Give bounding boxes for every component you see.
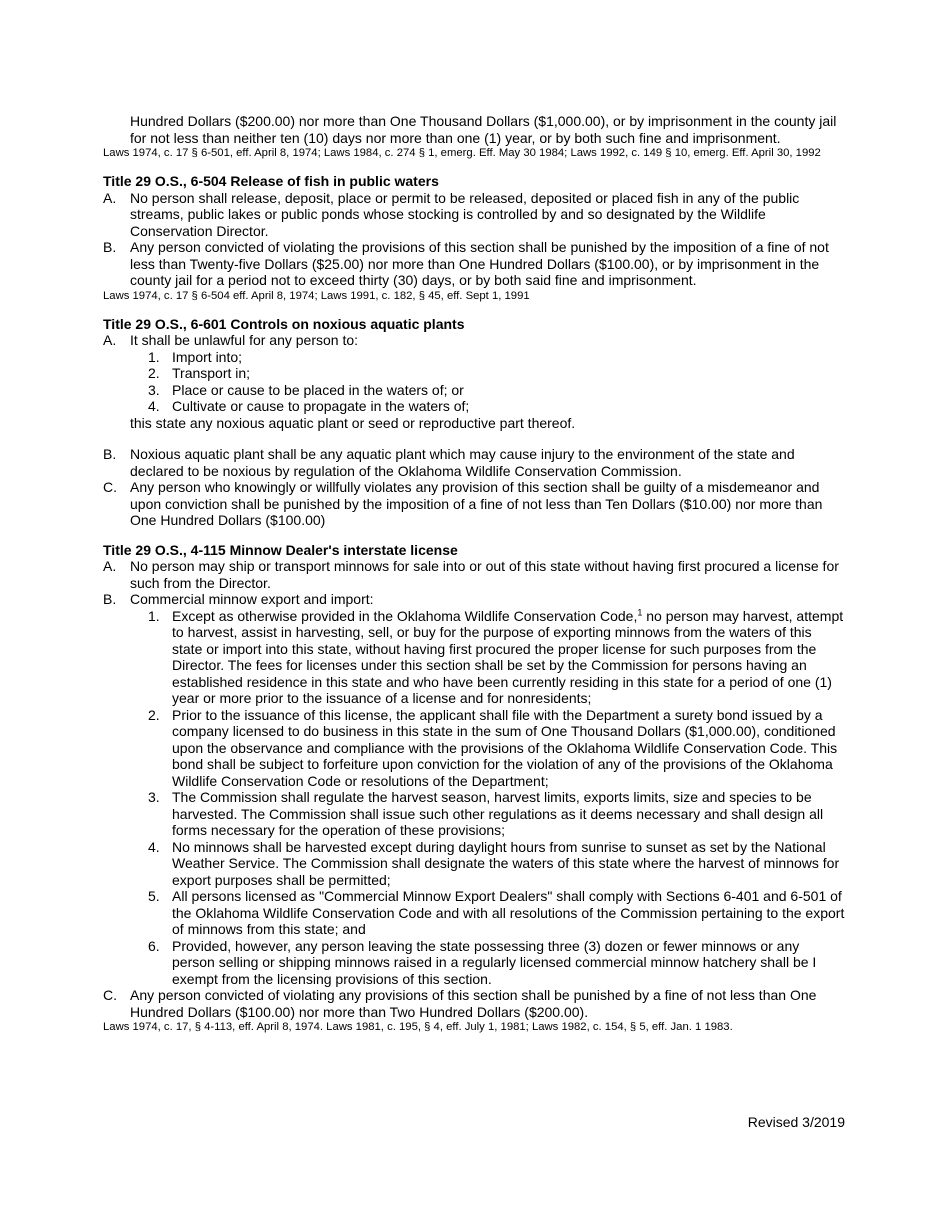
item-label: B. [103,446,117,462]
item-text: Any person convicted of violating any provisions of this section shall be punished by a fine of not less than One Hundred Dollars ($100.00) nor more than Two Hundred Dollars ($200.00). [130,987,817,1020]
item-label: C. [103,479,117,495]
list-item [103,987,845,1020]
numbered-item-text: Transport in; [172,365,251,381]
list-item [103,591,845,608]
list-item [103,332,845,349]
item-label: C. [103,987,117,1003]
list-item [103,446,845,479]
item-label: A. [103,189,117,206]
footnote-reference: 1 [637,606,643,617]
numbered-item-text: Import into; [172,348,243,365]
numbered-item [148,789,845,839]
section-6-601 [103,316,845,529]
numbered-item-text: All persons licensed as "Commercial Minnow Export Dealers" shall comply with Sections 6-401 and 6-501 of the Oklahoma Wildlife Conservation Code and with all resolutions of the Commission pertaining to the export of minnows from this state; and [172,888,845,937]
numbered-item-label: 2. [148,706,160,723]
item-label: B. [103,591,117,607]
numbered-item [148,707,845,790]
list-item [103,558,845,591]
section-title: Title 29 O.S., 6-504 Release of fish in public waters [103,173,439,189]
item-text: No person shall release, deposit, place or permit to be released, deposited or placed fish in any of the public streams, public lakes or public ponds whose stocking is controlled by and so designated by the Wildlife Conservation Director. [130,189,800,239]
numbered-item [148,938,845,988]
numbered-item-label: 1. [148,607,160,624]
list-item [103,239,845,289]
numbered-item-text: The Commission shall regulate the harvest season, harvest limits, exports limits, size and species to be harvested. The Commission shall issue such other regulations as it deems necessary and shall design all forms necessary for the operation of these provisions; [172,789,824,838]
law-citation: Laws 1974, c. 17 § 6-501, eff. April 8, 1974; Laws 1984, c. 274 § 1, emerg. Eff. May 30 1984; Laws 1992, c. 149 § 10, emerg. Eff. April 30, 1992 [103,147,821,159]
numbered-item [148,349,845,366]
item-text: Commercial minnow export and import: [130,591,374,607]
numbered-item [148,382,845,399]
numbered-item-label: 1. [148,348,160,365]
section-title: Title 29 O.S., 4-115 Minnow Dealer's interstate license [103,541,458,558]
numbered-item-text-post: no person may harvest, attempt to harvest, assist in harvesting, sell, or buy for the purpose of exporting minnows from the waters of this state or import into this state, without having first procured the proper license for such purposes from the Director. The fees for licenses under this section shall be set by the Commission for persons having an established residence in this state and who have been currently residing in this state for a period of one (1) year or more prior to the issuance of a license and for nonresidents; [172,607,844,706]
item-text: Noxious aquatic plant shall be any aquatic plant which may cause injury to the environment of the state and declared to be noxious by regulation of the Oklahoma Wildlife Conservation Commission. [130,446,795,479]
numbered-item [148,839,845,889]
item-text: It shall be unlawful for any person to: [130,332,359,348]
item-label: B. [103,239,117,255]
numbered-item-label: 5. [148,888,160,904]
numbered-item-label: 6. [148,937,160,954]
numbered-item-text: Provided, however, any person leaving the state possessing three (3) dozen or fewer minnows or any person selling or shipping minnows raised in a regularly licensed commercial minnow hatchery shall be I exempt from the licensing provisions of this section. [172,937,817,987]
numbered-item-label: 2. [148,365,160,381]
item-tail-text: this state any noxious aquatic plant or seed or reproductive part thereof. [130,414,576,431]
list-item [103,190,845,240]
numbered-item-label: 3. [148,381,160,398]
law-citation: Laws 1974, c. 17 § 6-504 eff. April 8, 1974; Laws 1991, c. 182, § 45, eff. Sept 1, 1991 [103,289,530,302]
numbered-item [148,365,845,382]
numbered-item-text: Cultivate or cause to propagate in the waters of; [172,398,470,414]
item-text: No person may ship or transport minnows for sale into or out of this state without having first procured a license for such from the Director. [130,558,839,591]
law-citation: Laws 1974, c. 17, § 4-113, eff. April 8, 1974. Laws 1981, c. 195, § 4, eff. July 1, 1981; Laws 1982, c. 154, § 5, eff. Jan. 1 1983. [103,1021,733,1033]
numbered-item-label: 4. [148,838,160,855]
section-title: Title 29 O.S., 6-601 Controls on noxious aquatic plants [103,315,465,332]
item-text: Any person who knowingly or willfully violates any provision of this section shall be guilty of a misdemeanor and upon conviction shall be punished by the imposition of a fine of not less than Ten Dollars ($10.00) nor more than One Hundred Dollars ($100.00) [130,479,823,528]
item-label: A. [103,332,117,348]
section-4-115 [103,542,845,1035]
numbered-item-text: Place or cause to be placed in the waters of; or [172,381,464,398]
numbered-item-label: 3. [148,789,160,805]
section-6-504 [103,173,845,303]
numbered-item-label: 4. [148,398,160,414]
item-text: Any person convicted of violating the provisions of this section shall be punished by the imposition of a fine of not less than Twenty-five Dollars ($25.00) nor more than One Hundred Dollars ($100.00), or by imprisonment in the county jail for a period not to exceed thirty (30) days, or by both said fine and imprisonment. [130,239,829,288]
item-label: A. [103,558,117,574]
numbered-item-text [172,608,845,707]
numbered-item-text: Prior to the issuance of this license, the applicant shall file with the Department a surety bond issued by a company licensed to do business in this state in the sum of One Thousand Dollars ($1,000.00), conditioned upon the observance and compliance with the provisions of the Oklahoma Wildlife Conservation Code. This bond shall be subject to forfeiture upon conviction for the violation of any of the provisions of the Oklahoma Wildlife Conservation Code or resolutions of the Department; [172,706,838,789]
numbered-item [148,888,845,938]
revision-note: Revised 3/2019 [747,1114,845,1130]
numbered-item-text-pre: Except as otherwise provided in the Oklahoma Wildlife Conservation Code, [172,607,638,624]
numbered-item [148,608,845,707]
numbered-item [148,398,845,415]
numbered-item-text: No minnows shall be harvested except during daylight hours from sunrise to sunset as set by the National Weather Service. The Commission shall designate the waters of this state where the harvest of minnows for export purposes shall be permitted; [172,838,840,888]
list-item [103,479,845,529]
continuation-paragraph: Hundred Dollars ($200.00) nor more than One Thousand Dollars ($1,000.00), or by imprisonment in the county jail for not less than neither ten (10) days nor more than one (1) year, or by both such fine and imprisonment. [130,113,837,146]
